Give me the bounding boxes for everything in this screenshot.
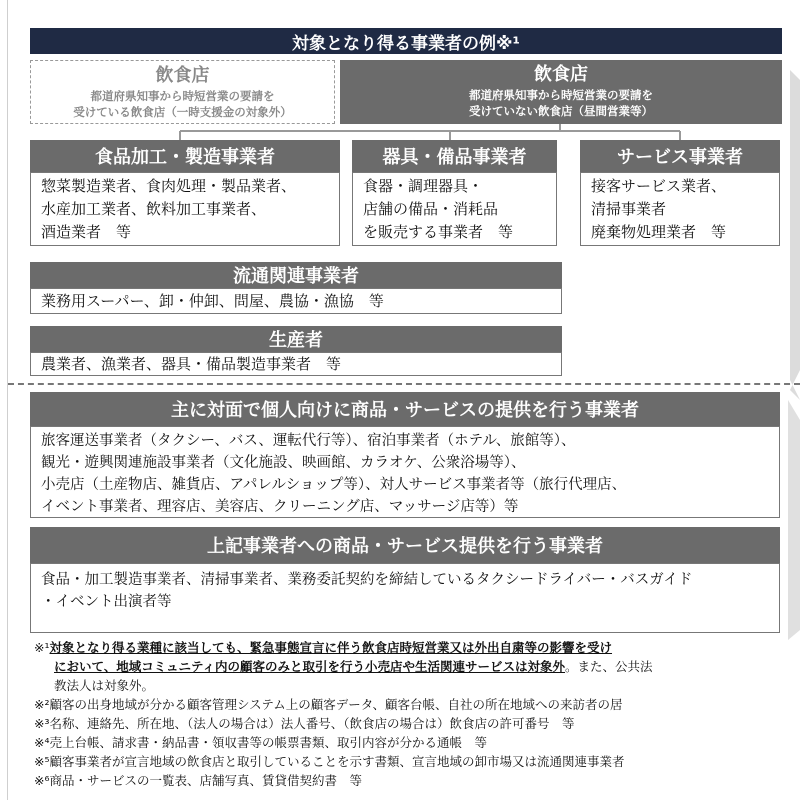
category-food-processing-body — [30, 172, 340, 246]
footnote-4: ※⁴売上台帳、請求書・納品書・領収書等の帳票書類、取引内容が分かる通帳 等 — [34, 735, 487, 750]
category-service-line: 廃棄物処理業者 等 — [591, 223, 727, 241]
face-to-face-line: 旅客運送事業者（タクシー、バス、運転代行等）、宿泊事業者（ホテル、旅館等）、 — [41, 433, 576, 449]
category-food-processing-line: 水産加工業者、飲料加工事業者、 — [41, 200, 267, 218]
footnote-1-line-3 — [34, 676, 800, 695]
category-equipment-body — [352, 172, 557, 246]
category-equipment-header — [352, 140, 557, 172]
category-food-processing-title: 食品加工・製造事業者 — [95, 147, 275, 168]
face-to-face-header — [30, 392, 780, 426]
restaurant-right-line-1: 都道府県知事から時短営業の要請を — [469, 88, 653, 102]
distribution-title: 流通関連事業者 — [233, 266, 359, 287]
category-equipment-line: を販売する事業者 等 — [363, 223, 514, 241]
footnote-3: ※³名称、連絡先、所在地、（法人の場合は）法人番号、（飲食店の場合は）飲食店の許可番号 等 — [34, 716, 575, 731]
category-service-line: 接客サービス業者、 — [591, 177, 727, 195]
producer-header — [30, 326, 562, 352]
producer-body — [30, 352, 562, 376]
producer-title: 生産者 — [269, 330, 323, 351]
category-service-body — [580, 172, 780, 246]
footnotes — [34, 638, 800, 800]
header-title: 対象となり得る事業者の例※¹ — [292, 33, 520, 54]
category-equipment-title: 器具・備品事業者 — [382, 147, 527, 168]
category-equipment-line: 食器・調理器具・ — [363, 177, 484, 195]
section-divider — [8, 383, 800, 385]
footnote-1-cont: 教法人は対象外。 — [54, 678, 155, 693]
distribution-body — [30, 288, 562, 314]
footnote-5: ※⁵顧客事業者が宣言地域の飲食店と取引していることを示す書類、宣言地域の卸市場又は流通関連事業者 — [34, 754, 625, 769]
face-to-face-title: 主に対面で個人向けに商品・サービスの提供を行う事業者 — [171, 400, 639, 421]
suppliers-header — [30, 527, 780, 563]
face-to-face-line: イベント事業者、理容店、美容店、クリーニング店、マッサージ店等）等 — [41, 499, 519, 515]
distribution-header — [30, 262, 562, 288]
footnote-1-mark: ※¹ — [34, 640, 50, 655]
suppliers-line: 食品・加工製造事業者、清掃事業者、業務委託契約を締結しているタクシードライバー・バスガイド — [41, 572, 693, 588]
face-to-face-line: 小売店（土産物店、雑貨店、アパレルショップ等）、対人サービス事業者等（旅行代理店、 — [41, 477, 627, 493]
restaurant-right-line-2: 受けていない飲食店（昼間営業等） — [469, 104, 653, 118]
suppliers-line: ・イベント出演者等 — [41, 594, 172, 610]
category-food-processing-header — [30, 140, 340, 172]
footnote-1 — [34, 638, 800, 657]
category-food-processing-line: 酒造業者 等 — [41, 223, 132, 241]
category-service-header — [580, 140, 780, 172]
category-service-line: 清掃事業者 — [591, 200, 667, 218]
footnote-6: ※⁶商品・サービスの一覧表、店舗写真、賃貸借契約書 等 — [34, 773, 362, 788]
footnote-1-bold-2: において、地域コミュニティ内の顧客のみと取引を行う小売店や生活関連サービスは対象外 — [54, 659, 566, 674]
suppliers-title: 上記事業者への商品・サービス提供を行う事業者 — [207, 536, 603, 557]
face-to-face-body — [30, 426, 780, 518]
restaurant-right-title: 飲食店 — [534, 64, 588, 85]
footnote-1-bold-1: 対象となり得る業種に該当しても、緊急事態宣言に伴う飲食店時短営業又は外出自粛等の影響を受け — [49, 640, 613, 655]
producer-text: 農業者、漁業者、器具・備品製造事業者 等 — [41, 355, 342, 373]
footnote-1-line-2 — [34, 657, 800, 676]
category-food-processing-line: 惣菜製造業者、食肉処理・製品業者、 — [41, 177, 297, 195]
restaurant-left-line-1: 都道府県知事から時短営業の要請を — [90, 89, 275, 103]
distribution-text: 業務用スーパー、卸・仲卸、問屋、農協・漁協 等 — [41, 292, 384, 310]
restaurant-left-line-2: 受けている飲食店（一時支援金の対象外） — [73, 105, 292, 119]
restaurant-left-title: 飲食店 — [155, 65, 210, 86]
footnote-1-rest: 。また、公共法 — [565, 659, 653, 674]
footnote-2: ※²顧客の出身地域が分かる顧客管理システム上の顧客データ、顧客台帳、自社の所在地域への来訪者の居 — [34, 697, 623, 712]
category-equipment-line: 店舗の備品・消耗品 — [363, 200, 499, 218]
face-to-face-line: 観光・遊興関連施設事業者（文化施設、映画館、カラオケ、公衆浴場等）、 — [41, 455, 526, 471]
suppliers-body — [30, 563, 780, 633]
category-service-title: サービス事業者 — [617, 147, 743, 168]
